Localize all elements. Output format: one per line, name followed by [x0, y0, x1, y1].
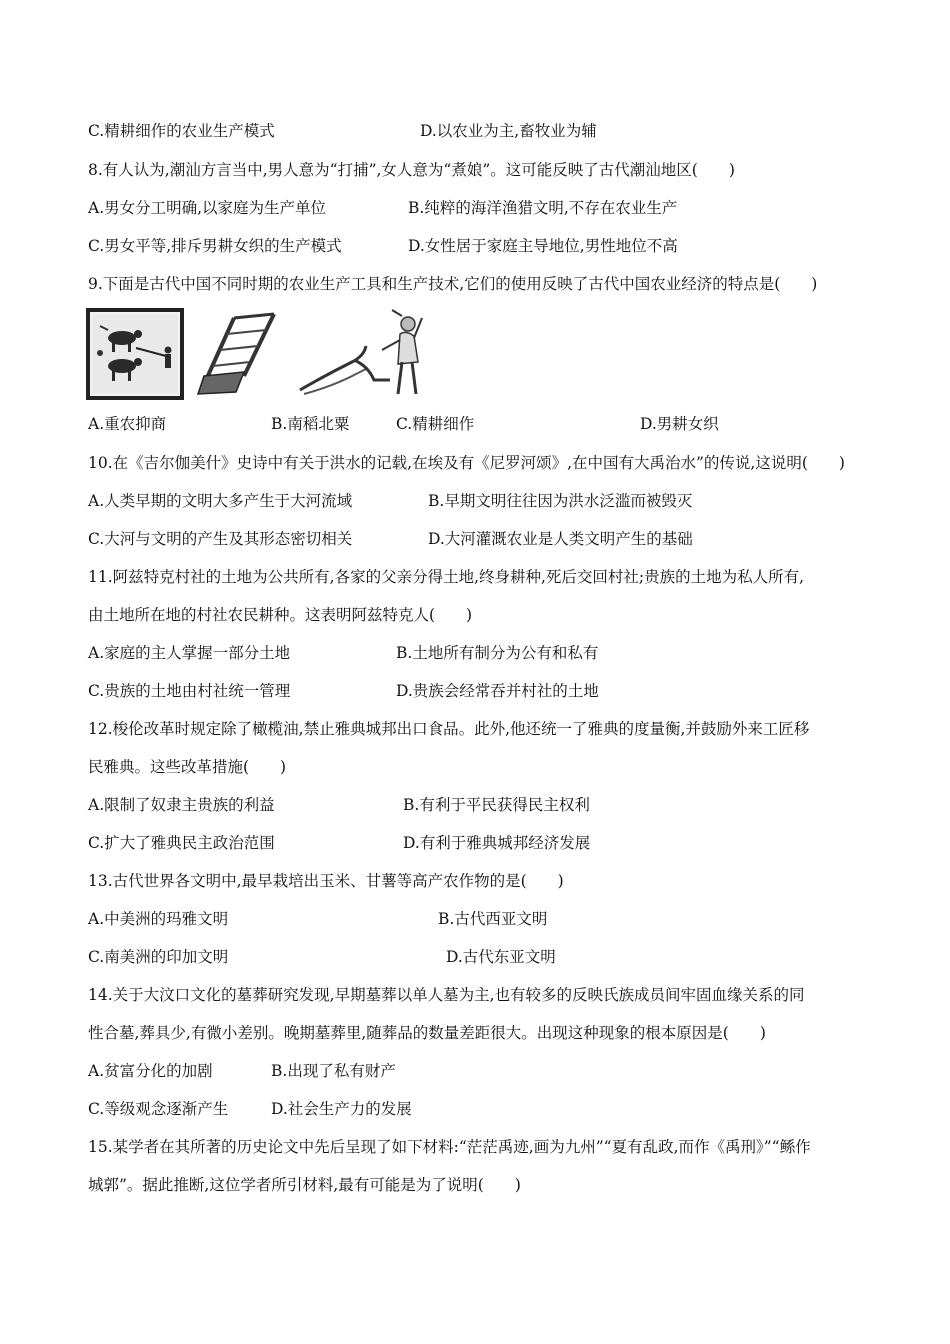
q13-option-a: A.中美洲的玛雅文明 [88, 910, 229, 928]
q12-stem-line1: 12.梭伦改革时规定除了橄榄油,禁止雅典城邦出口食品。此外,他还统一了雅典的度量衡,并鼓励外来工匠移 [88, 720, 810, 738]
q9-option-c: C.精耕细作 [396, 415, 475, 433]
q12-option-b: B.有利于平民获得民主权利 [403, 796, 590, 814]
q11-stem-line1: 11.阿兹特克村社的土地为公共所有,各家的父亲分得土地,终身耕种,死后交回村社;贵族的土地为私人所有, [88, 568, 805, 586]
q8-stem: 8.有人认为,潮汕方言当中,男人意为“打捕”,女人意为“煮娘”。这可能反映了古代潮汕地区( ) [88, 161, 735, 179]
q8-option-d: D.女性居于家庭主导地位,男性地位不高 [408, 237, 678, 255]
q14-stem-line2: 性合墓,葬具少,有微小差别。晚期墓葬里,随葬品的数量差距很大。出现这种现象的根本原因是( ) [88, 1024, 766, 1042]
q11-option-c: C.贵族的土地由村社统一管理 [88, 682, 291, 700]
q8-option-c: C.男女平等,排斥男耕女织的生产模式 [88, 237, 342, 255]
q14-option-c: C.等级观念逐渐产生 [88, 1100, 229, 1118]
q9-option-d: D.男耕女织 [640, 415, 719, 433]
q11-stem-line2: 由土地所在地的村社农民耕种。这表明阿兹特克人( ) [88, 606, 473, 624]
q8-option-b: B.纯粹的海洋渔猎文明,不存在农业生产 [408, 199, 678, 217]
q14-option-d: D.社会生产力的发展 [271, 1100, 412, 1118]
q14-option-a: A.贫富分化的加剧 [88, 1062, 213, 1080]
q12-stem-line2: 民雅典。这些改革措施( ) [88, 758, 287, 776]
q14-option-b: B.出现了私有财产 [271, 1062, 396, 1080]
q10-stem: 10.在《吉尔伽美什》史诗中有关于洪水的记载,在埃及有《尼罗河颂》,在中国有大禹治水”的传说,这说明( ) [88, 454, 845, 472]
q9-option-b: B.南稻北粟 [271, 415, 350, 433]
q13-stem: 13.古代世界各文明中,最早栽培出玉米、甘薯等高产农作物的是( ) [88, 872, 564, 890]
q9-stem: 9.下面是古代中国不同时期的农业生产工具和生产技术,它们的使用反映了古代中国农业经济的特点是( ) [88, 275, 818, 293]
q13-option-c: C.南美洲的印加文明 [88, 948, 229, 966]
q7-option-c: C.精耕细作的农业生产模式 [88, 122, 275, 140]
q8-option-a: A.男女分工明确,以家庭为生产单位 [88, 199, 327, 217]
q12-option-c: C.扩大了雅典民主政治范围 [88, 834, 275, 852]
q10-option-d: D.大河灌溉农业是人类文明产生的基础 [428, 530, 693, 548]
ox-plowing-image [86, 308, 184, 400]
q13-option-d: D.古代东亚文明 [446, 948, 556, 966]
q9-figures [86, 306, 446, 402]
plow-tool-image [194, 310, 282, 396]
q9-option-a: A.重农抑商 [88, 415, 167, 433]
q11-option-a: A.家庭的主人掌握一部分土地 [88, 644, 291, 662]
q12-option-a: A.限制了奴隶主贵族的利益 [88, 796, 275, 814]
q15-stem-line2: 城郭”。据此推断,这位学者所引材料,最有可能是为了说明( ) [88, 1176, 521, 1194]
q11-option-b: B.土地所有制分为公有和私有 [396, 644, 599, 662]
q12-option-d: D.有利于雅典城邦经济发展 [403, 834, 591, 852]
q7-option-d: D.以农业为主,畜牧业为辅 [420, 122, 597, 140]
q11-option-d: D.贵族会经常吞并村社的土地 [396, 682, 599, 700]
q14-stem-line1: 14.关于大汶口文化的墓葬研究发现,早期墓葬以单人墓为主,也有较多的反映氏族成员间牢固血缘关系的同 [88, 986, 805, 1004]
farmer-plowing-image [294, 306, 434, 402]
q10-option-b: B.早期文明往往因为洪水泛滥而被毁灭 [428, 492, 693, 510]
q10-option-c: C.大河与文明的产生及其形态密切相关 [88, 530, 353, 548]
q10-option-a: A.人类早期的文明大多产生于大河流域 [88, 492, 353, 510]
q15-stem-line1: 15.某学者在其所著的历史论文中先后呈现了如下材料:“茫茫禹迹,画为九州”“夏有乱政,而作《禹刑》”“鲧作 [88, 1138, 811, 1156]
q13-option-b: B.古代西亚文明 [438, 910, 548, 928]
